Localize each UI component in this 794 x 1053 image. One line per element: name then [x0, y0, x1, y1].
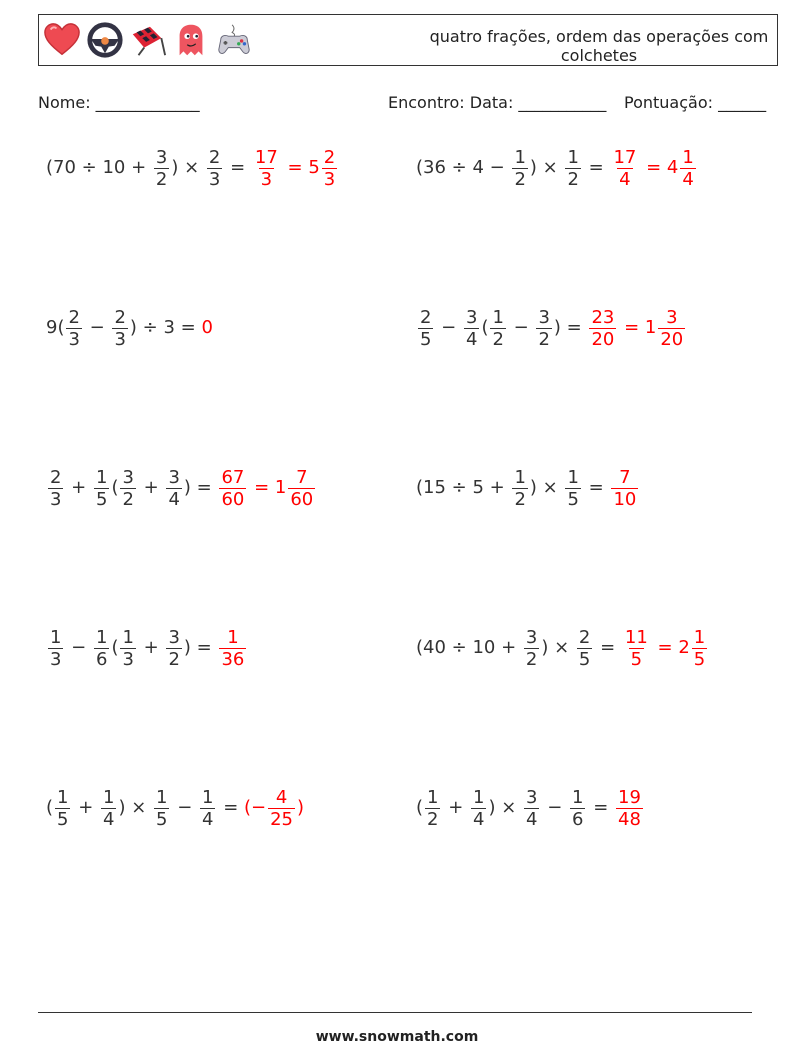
fraction — [253, 147, 280, 190]
denominator: 20 — [660, 328, 684, 350]
denominator: 5 — [693, 648, 706, 670]
problem-4 — [416, 306, 687, 350]
problem-2 — [416, 146, 698, 190]
expression-text: − — [83, 317, 111, 338]
fraction — [120, 627, 135, 670]
expression-text: 0 — [201, 317, 213, 338]
expression-text: = — [587, 797, 614, 818]
numerator: 17 — [613, 146, 637, 168]
fraction — [512, 467, 527, 510]
expression-text: (40 ÷ 10 + — [416, 637, 522, 658]
denominator: 3 — [68, 328, 80, 350]
fraction — [611, 467, 638, 510]
expression-text: = 1 — [618, 317, 657, 338]
denominator: 3 — [323, 168, 336, 190]
expression-text: (70 ÷ 10 + — [46, 157, 152, 178]
numerator: 1 — [156, 786, 168, 808]
numerator: 11 — [624, 626, 648, 648]
denominator: 3 — [122, 648, 134, 670]
fraction — [512, 147, 527, 190]
denominator: 4 — [465, 328, 478, 350]
expression-text: ( — [111, 637, 119, 658]
denominator: 60 — [290, 488, 314, 510]
numerator: 3 — [168, 626, 180, 648]
heart-icon — [43, 21, 81, 59]
denominator: 3 — [50, 648, 62, 670]
denominator: 5 — [57, 808, 69, 830]
fraction — [120, 467, 135, 510]
numerator: 1 — [514, 146, 526, 168]
fraction — [166, 627, 181, 670]
expression-text: = — [594, 637, 621, 658]
answer — [587, 307, 687, 350]
fraction — [48, 467, 63, 510]
expression-text: ( — [481, 317, 489, 338]
expression-text: ( — [416, 797, 424, 818]
problem-6 — [416, 466, 640, 510]
expression-text: − — [65, 637, 92, 658]
expression-text: ) — [297, 797, 305, 818]
denominator: 5 — [578, 648, 591, 670]
expression-text: ) = — [183, 477, 218, 498]
denominator: 2 — [122, 488, 134, 510]
numerator: 1 — [572, 786, 584, 808]
numerator: 1 — [514, 466, 526, 488]
fraction — [288, 467, 315, 510]
fraction — [101, 787, 116, 830]
denominator: 2 — [538, 328, 550, 350]
denominator: 2 — [525, 648, 538, 670]
expression-text: + — [137, 477, 165, 498]
numerator: 2 — [68, 306, 80, 328]
gamepad-icon — [215, 21, 253, 59]
expression-text: − — [435, 317, 462, 338]
denominator: 4 — [168, 488, 180, 510]
denominator: 25 — [270, 808, 294, 830]
problem-8 — [416, 626, 709, 670]
expression-text: = 1 — [248, 477, 287, 498]
expression-text: = — [582, 477, 610, 498]
problem-1 — [46, 146, 339, 190]
fraction — [112, 307, 127, 350]
problem-9 — [46, 786, 304, 830]
fraction — [524, 787, 539, 830]
numerator: 2 — [578, 626, 591, 648]
checkered-flag-icon — [129, 21, 167, 59]
numerator: 1 — [122, 626, 134, 648]
problem-10 — [416, 786, 645, 830]
denominator: 4 — [526, 808, 538, 830]
answer — [614, 787, 645, 830]
fraction — [418, 307, 433, 350]
numerator: 1 — [427, 786, 439, 808]
answer — [251, 147, 339, 190]
denominator: 36 — [221, 648, 245, 670]
denominator: 5 — [567, 488, 579, 510]
answer — [609, 467, 640, 510]
denominator: 20 — [591, 328, 615, 350]
numerator: 1 — [103, 786, 115, 808]
numerator: 3 — [465, 306, 478, 328]
expression-text: ) × — [118, 797, 153, 818]
numerator: 2 — [208, 146, 221, 168]
denominator: 2 — [492, 328, 504, 350]
meeting-date-field: Encontro: Data: ___________ — [388, 93, 607, 112]
denominator: 4 — [202, 808, 214, 830]
expression-text: − — [171, 797, 199, 818]
numerator: 7 — [296, 466, 308, 488]
denominator: 5 — [156, 808, 168, 830]
denominator: 2 — [514, 168, 526, 190]
expression-text: + — [65, 477, 92, 498]
numerator: 3 — [122, 466, 134, 488]
expression-text: + — [72, 797, 100, 818]
expression-text: (15 ÷ 5 + — [416, 477, 511, 498]
fraction — [623, 627, 650, 670]
numerator: 2 — [50, 466, 62, 488]
fraction — [680, 147, 695, 190]
fraction — [48, 627, 63, 670]
expression-text: + — [137, 637, 165, 658]
fraction — [154, 787, 169, 830]
denominator: 4 — [473, 808, 485, 830]
fraction — [658, 307, 685, 350]
denominator: 48 — [618, 808, 641, 830]
fraction — [524, 627, 539, 670]
denominator: 5 — [630, 648, 643, 670]
denominator: 60 — [221, 488, 245, 510]
denominator: 4 — [619, 168, 631, 190]
name-field: Nome: _____________ — [38, 93, 200, 112]
numerator: 19 — [618, 786, 641, 808]
fraction — [464, 307, 479, 350]
fraction — [471, 787, 486, 830]
header-icons — [43, 21, 253, 59]
denominator: 2 — [427, 808, 439, 830]
expression-text: ) ÷ 3 = — [129, 317, 202, 338]
numerator: 1 — [492, 306, 504, 328]
expression-text: ) = — [553, 317, 588, 338]
fraction — [268, 787, 295, 830]
numerator: 1 — [227, 626, 239, 648]
expression-text: ( — [46, 797, 54, 818]
denominator: 6 — [95, 648, 108, 670]
fraction — [66, 307, 81, 350]
fraction — [565, 467, 580, 510]
expression-text: ) = — [183, 637, 218, 658]
numerator: 1 — [682, 146, 694, 168]
numerator: 1 — [50, 626, 62, 648]
fraction — [490, 307, 505, 350]
expression-text: = — [224, 157, 251, 178]
numerator: 3 — [538, 306, 550, 328]
fraction — [219, 627, 246, 670]
numerator: 2 — [420, 306, 432, 328]
problem-7 — [46, 626, 248, 670]
expression-text: − — [541, 797, 569, 818]
numerator: 7 — [619, 466, 631, 488]
fraction — [611, 147, 638, 190]
numerator: 1 — [567, 146, 579, 168]
denominator: 10 — [613, 488, 637, 510]
expression-text: 9( — [46, 317, 65, 338]
expression-text: + — [442, 797, 470, 818]
answer — [201, 318, 212, 338]
expression-text: = 5 — [281, 157, 320, 178]
fraction — [166, 467, 181, 510]
denominator: 5 — [420, 328, 432, 350]
fraction — [94, 627, 109, 670]
expression-text: (− — [244, 797, 267, 818]
score-field: Pontuação: ______ — [624, 93, 767, 112]
denominator: 4 — [682, 168, 694, 190]
fraction — [536, 307, 551, 350]
denominator: 5 — [95, 488, 108, 510]
problem-5 — [46, 466, 317, 510]
numerator: 1 — [473, 786, 485, 808]
fraction — [692, 627, 707, 670]
numerator: 3 — [155, 146, 168, 168]
expression-text: = 2 — [651, 637, 690, 658]
numerator: 4 — [275, 786, 288, 808]
answer — [621, 627, 709, 670]
expression-text: (36 ÷ 4 − — [416, 157, 511, 178]
numerator: 23 — [591, 306, 615, 328]
numerator: 3 — [168, 466, 180, 488]
numerator: 1 — [567, 466, 579, 488]
fraction — [207, 147, 222, 190]
numerator: 2 — [323, 146, 336, 168]
expression-text: − — [507, 317, 535, 338]
answer — [244, 787, 304, 830]
denominator: 6 — [572, 808, 584, 830]
expression-text: = 4 — [640, 157, 679, 178]
fraction — [565, 147, 580, 190]
problem-3 — [46, 306, 213, 350]
expression-text: ) × — [171, 157, 205, 178]
fraction — [589, 307, 616, 350]
denominator: 2 — [155, 168, 168, 190]
fraction — [616, 787, 643, 830]
denominator: 4 — [103, 808, 115, 830]
denominator: 2 — [514, 488, 526, 510]
answer — [217, 627, 248, 670]
denominator: 2 — [168, 648, 180, 670]
numerator: 1 — [95, 626, 108, 648]
expression-text: ) × — [529, 157, 564, 178]
expression-text: ) × — [541, 637, 575, 658]
denominator: 2 — [567, 168, 579, 190]
footer-site: www.snowmath.com — [315, 1029, 479, 1045]
numerator: 17 — [254, 146, 278, 168]
fraction — [425, 787, 440, 830]
fraction — [154, 147, 169, 190]
expression-text: = — [217, 797, 244, 818]
fraction — [577, 627, 592, 670]
denominator: 3 — [50, 488, 62, 510]
denominator: 3 — [208, 168, 221, 190]
answer — [609, 147, 697, 190]
ghost-icon — [172, 21, 210, 59]
numerator: 1 — [693, 626, 706, 648]
fraction — [200, 787, 215, 830]
numerator: 67 — [221, 466, 245, 488]
numerator: 3 — [526, 786, 538, 808]
steering-wheel-icon — [86, 21, 124, 59]
worksheet-title: quatro frações, ordem das operações com colchetes — [429, 27, 769, 65]
denominator: 3 — [260, 168, 273, 190]
denominator: 3 — [114, 328, 126, 350]
fraction — [322, 147, 337, 190]
worksheet-header — [38, 14, 778, 66]
expression-text: ) × — [529, 477, 564, 498]
fraction — [94, 467, 109, 510]
fraction — [55, 787, 70, 830]
fraction — [570, 787, 585, 830]
numerator: 3 — [666, 306, 678, 328]
numerator: 1 — [95, 466, 108, 488]
numerator: 1 — [202, 786, 214, 808]
numerator: 3 — [525, 626, 538, 648]
footer-divider — [38, 1012, 752, 1013]
answer — [217, 467, 317, 510]
numerator: 1 — [57, 786, 69, 808]
numerator: 2 — [114, 306, 126, 328]
fraction — [219, 467, 246, 510]
expression-text: = — [582, 157, 610, 178]
expression-text: ) × — [488, 797, 523, 818]
expression-text: ( — [111, 477, 119, 498]
